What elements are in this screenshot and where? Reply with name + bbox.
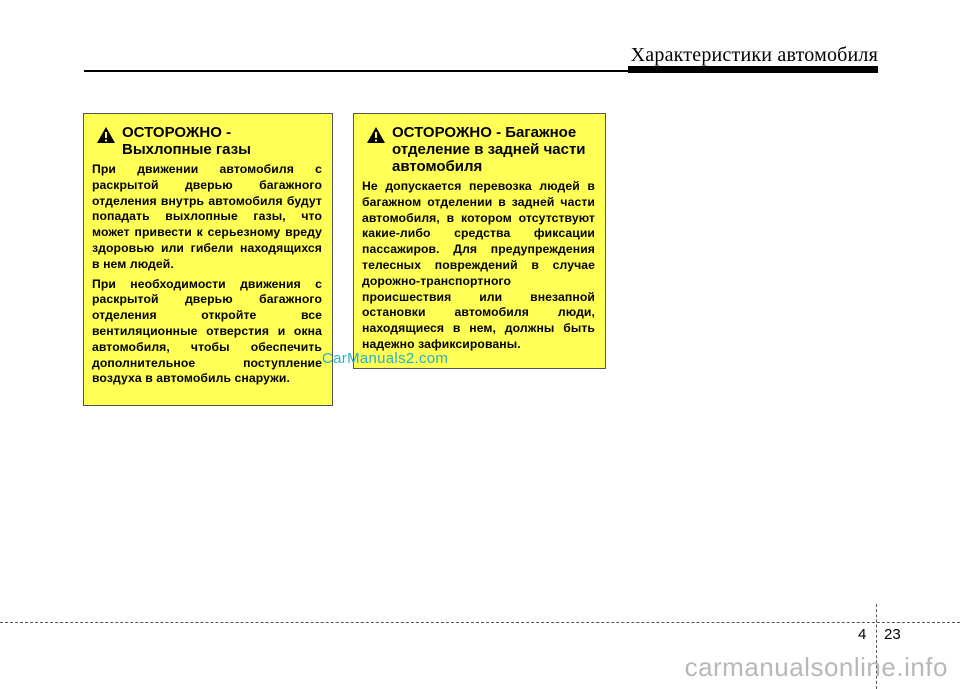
site-watermark: carmanualsonline.info xyxy=(684,652,948,682)
warning-title-line1: ОСТОРОЖНО - xyxy=(122,124,232,141)
page-header-title: Характеристики автомобиля xyxy=(630,44,878,66)
warning-title-line1: ОСТОРОЖНО - Багажное xyxy=(392,124,577,141)
warning-title-line3: автомобиля xyxy=(392,158,483,175)
warning-triangle-icon xyxy=(96,126,116,144)
footer-dashed-rule xyxy=(0,622,960,623)
header-rule-accent xyxy=(628,66,878,73)
warning-header xyxy=(362,124,595,175)
warning-title xyxy=(122,124,251,158)
carmanuals-watermark: CarManuals2.com xyxy=(322,350,449,367)
warning-paragraph: При движении автомобиля с раскрытой дверью багажного отделения внутрь автомобиля будут попадать выхлопные газы, что может привести к серьезному вреду здоровью или гибели находящихся в нем людей. xyxy=(92,162,322,271)
warning-paragraph: Не допускается перевозка людей в багажном отделении в задней части автомобиля, в котором отсутствуют какие-либо средства фиксации пассажиров. Для предупреждения телесных повреждений в случае дорожно-транспортного происшествия или внезапной остановки автомобиля люди, находящиеся в нем, должны быть надежно зафиксированы. xyxy=(362,179,595,351)
warning-title-line2: Выхлопные газы xyxy=(122,141,251,158)
warning-triangle-icon xyxy=(366,126,386,144)
warning-paragraph: При необходимости движения с раскрытой дверью багажного отделения откройте все вентиляционные отверстия и окна автомобиля, чтобы обеспечить дополнительное поступление воздуха в автомобиль снаружи. xyxy=(92,276,322,386)
warning-box-cargo xyxy=(353,113,606,369)
warning-header xyxy=(92,124,322,158)
warning-title-line2: отделение в задней части xyxy=(392,141,586,158)
warning-title xyxy=(392,124,586,175)
warning-box-exhaust xyxy=(83,113,333,406)
page-number: 23 xyxy=(884,626,901,643)
chapter-number: 4 xyxy=(858,626,867,643)
